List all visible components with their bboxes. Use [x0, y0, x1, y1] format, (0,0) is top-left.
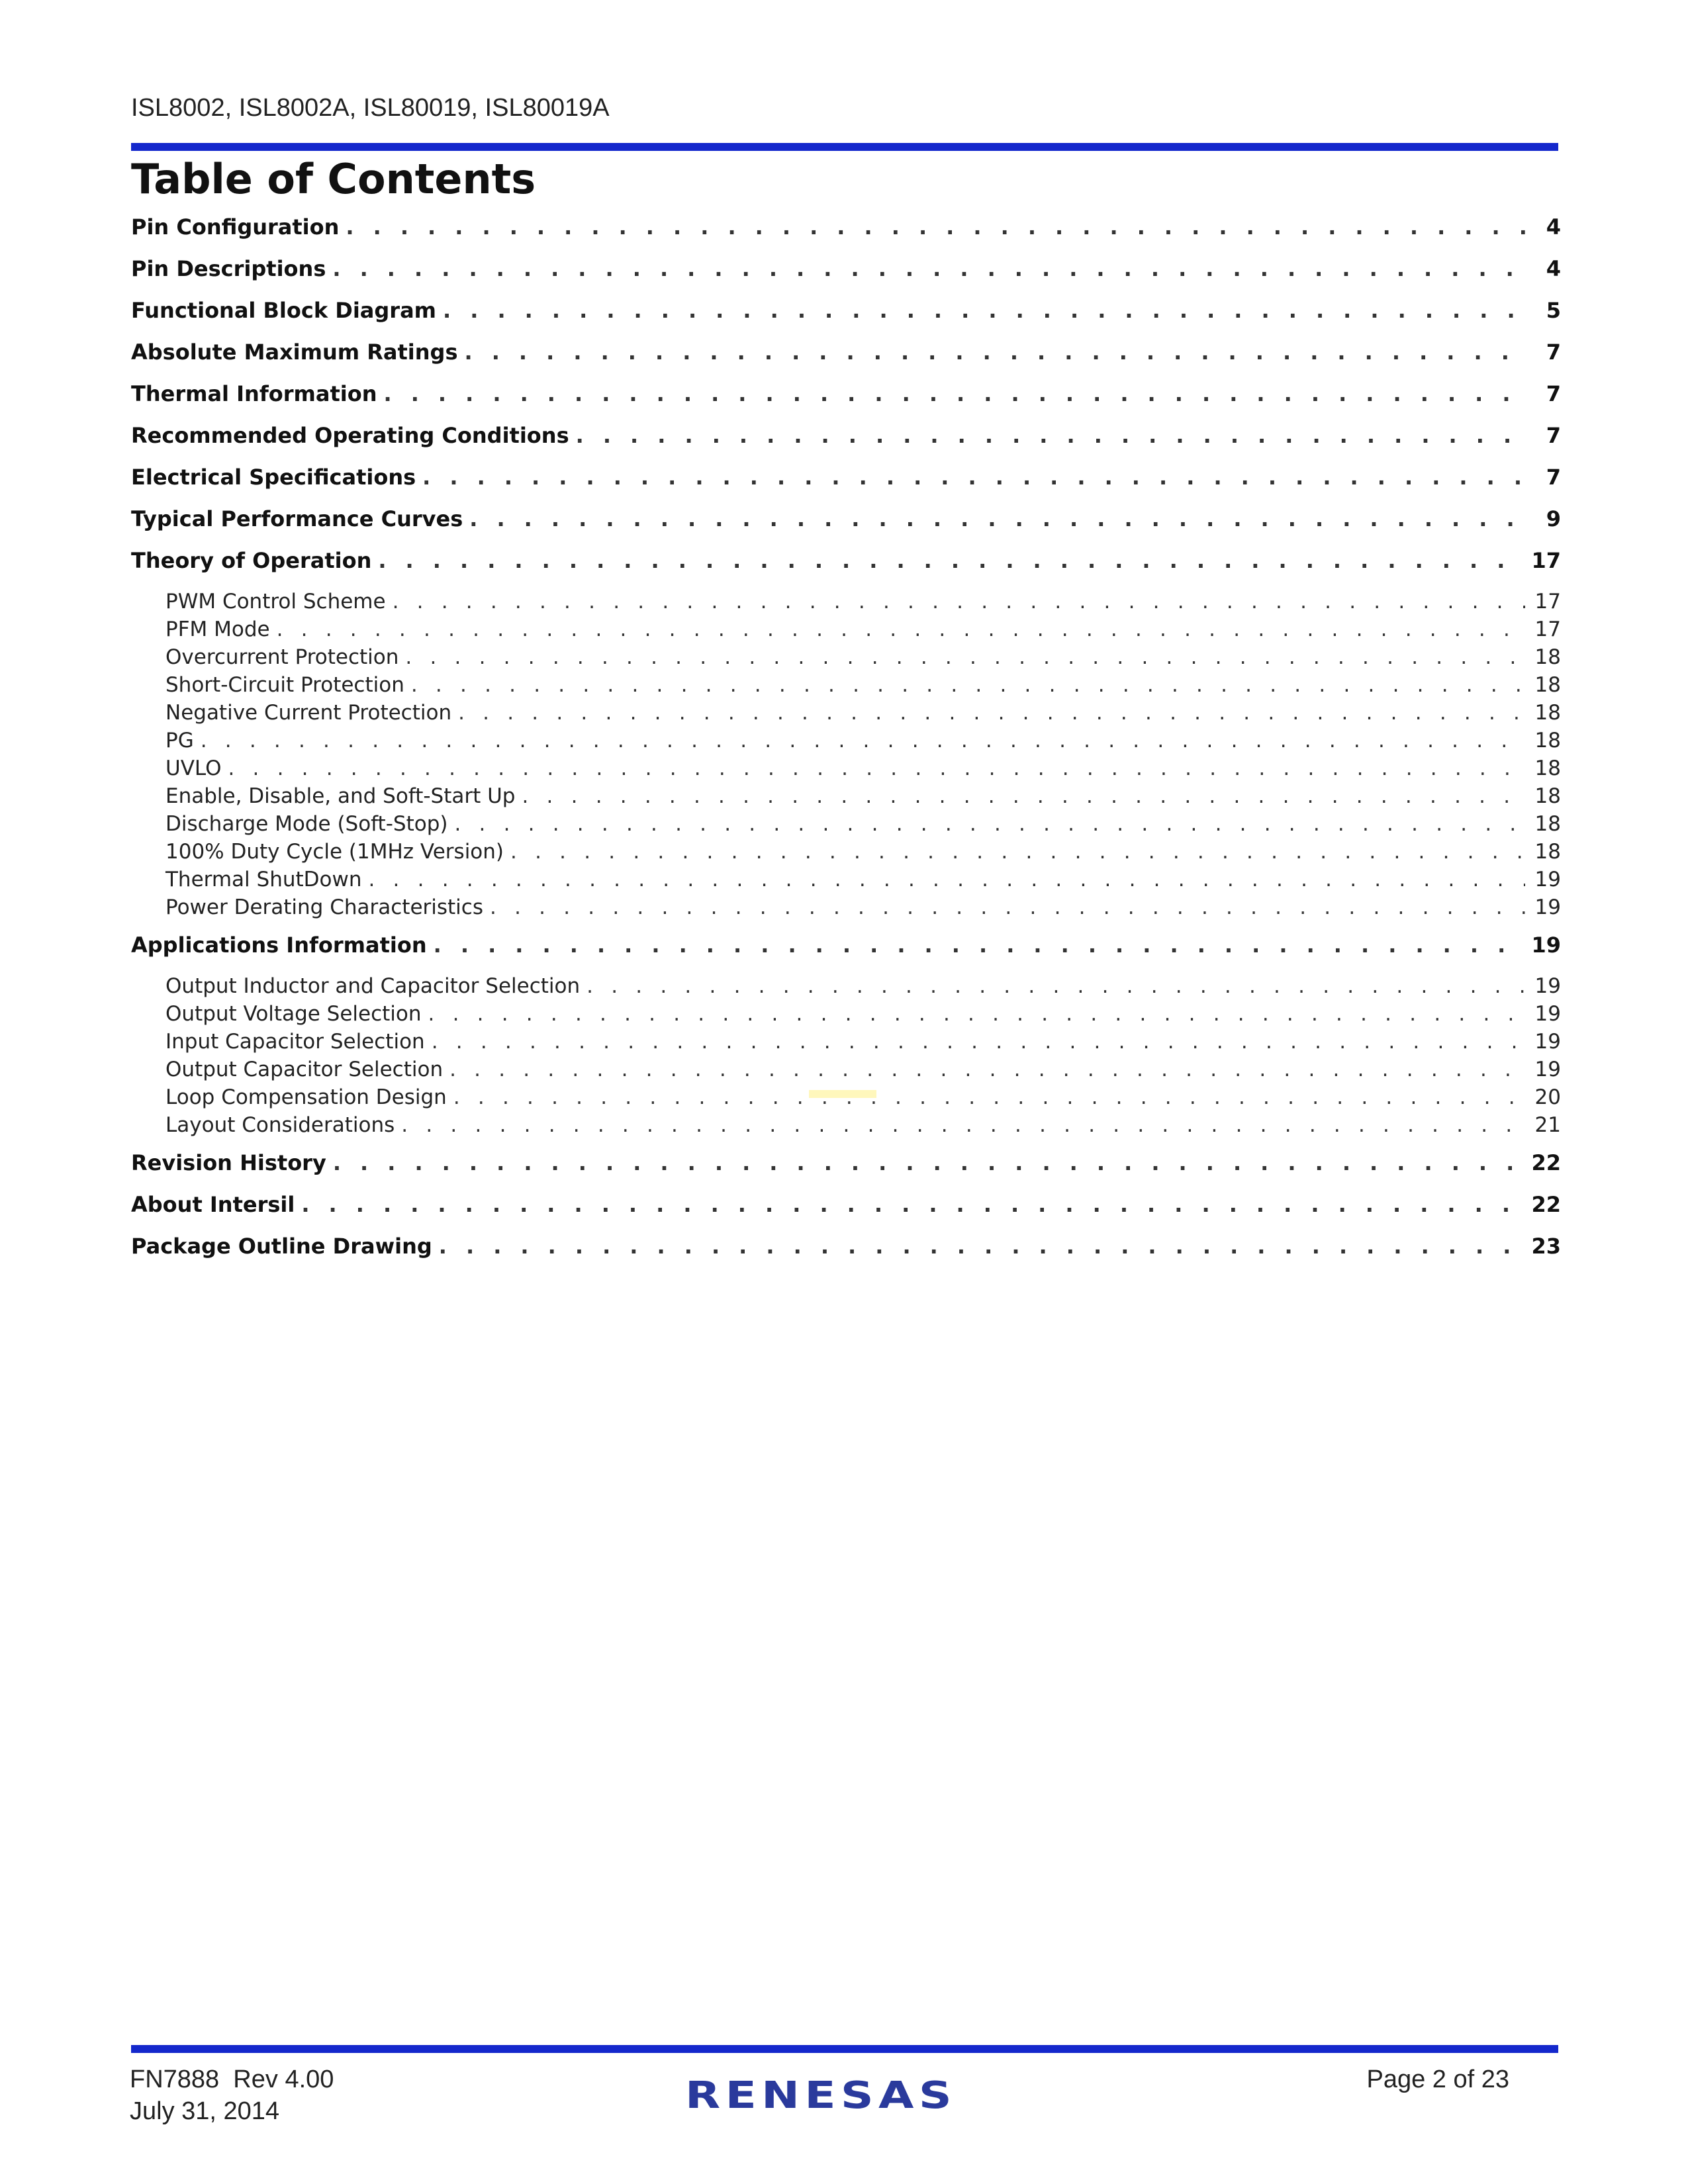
toc-entry-title: Recommended Operating Conditions	[131, 423, 569, 448]
dot-leader	[469, 506, 1525, 531]
toc-entry-page: 18	[1534, 812, 1561, 836]
toc-entry-page: 22	[1531, 1192, 1561, 1217]
toc-entry[interactable]	[131, 340, 1561, 381]
toc-entry-page: 9	[1546, 506, 1561, 531]
toc-subentry[interactable]	[131, 645, 1561, 673]
toc-entry-page: 7	[1546, 381, 1561, 406]
footer-rule	[131, 2045, 1558, 2053]
toc-entry-page: 23	[1531, 1234, 1561, 1259]
dot-leader	[393, 590, 1525, 614]
toc-subentry[interactable]	[131, 974, 1561, 1002]
toc-entry-page: 19	[1534, 974, 1561, 998]
toc-entry-page: 18	[1534, 673, 1561, 697]
toc-subentry[interactable]	[131, 895, 1561, 933]
toc-entry-page: 19	[1534, 868, 1561, 891]
toc-entry-page: 4	[1546, 214, 1561, 240]
toc-entry-title: Output Inductor and Capacitor Selection	[165, 974, 581, 998]
dot-leader	[228, 756, 1525, 780]
toc-entry[interactable]	[131, 933, 1561, 974]
toc-entry-page: 20	[1534, 1085, 1561, 1109]
footer-left	[130, 2064, 334, 2127]
toc-entry-title: Pin Descriptions	[131, 256, 326, 281]
dot-leader	[453, 1085, 1525, 1109]
toc-entry-page: 7	[1546, 340, 1561, 365]
toc-entry[interactable]	[131, 298, 1561, 340]
toc-entry-title: Applications Information	[131, 933, 427, 958]
doc-date: July 31, 2014	[130, 2097, 280, 2125]
toc-entry[interactable]	[131, 465, 1561, 506]
toc-subentry[interactable]	[131, 701, 1561, 729]
toc-entry-title: Thermal Information	[131, 381, 377, 406]
toc-entry-title: Discharge Mode (Soft-Stop)	[165, 812, 448, 836]
dot-leader	[434, 933, 1525, 958]
dot-leader	[422, 465, 1525, 490]
dot-leader	[464, 340, 1525, 365]
toc-entry-page: 17	[1534, 617, 1561, 641]
toc-entry-page: 19	[1531, 933, 1561, 958]
doc-revision: FN7888 Rev 4.00	[130, 2066, 334, 2093]
toc-entry-page: 18	[1534, 729, 1561, 752]
toc-entry-title: Output Voltage Selection	[165, 1002, 422, 1026]
toc-entry-page: 5	[1546, 298, 1561, 323]
toc-entry-page: 17	[1531, 548, 1561, 573]
dot-leader	[201, 729, 1525, 752]
toc-entry-title: Overcurrent Protection	[165, 645, 399, 669]
toc-entry-title: About Intersil	[131, 1192, 295, 1217]
dot-leader	[510, 840, 1525, 864]
toc-entry-page: 17	[1534, 590, 1561, 614]
toc-entry-title: Power Derating Characteristics	[165, 895, 483, 919]
dot-leader	[411, 673, 1525, 697]
toc-subentry[interactable]	[131, 812, 1561, 840]
dot-leader	[586, 974, 1525, 998]
toc-entry[interactable]	[131, 214, 1561, 256]
toc-entry[interactable]	[131, 1150, 1561, 1192]
toc-entry[interactable]	[131, 1234, 1561, 1275]
toc-subentry[interactable]	[131, 784, 1561, 812]
table-of-contents	[131, 214, 1561, 1275]
toc-entry[interactable]	[131, 423, 1561, 465]
dot-leader	[368, 868, 1525, 891]
toc-entry-title: Typical Performance Curves	[131, 506, 463, 531]
toc-entry-page: 22	[1531, 1150, 1561, 1175]
dot-leader	[346, 214, 1525, 240]
toc-entry-title: Absolute Maximum Ratings	[131, 340, 458, 365]
toc-entry-page: 19	[1534, 1058, 1561, 1081]
toc-entry-page: 21	[1534, 1113, 1561, 1137]
dot-leader	[522, 784, 1525, 808]
toc-entry-title: Output Capacitor Selection	[165, 1058, 444, 1081]
toc-subentry[interactable]	[131, 590, 1561, 617]
toc-entry[interactable]	[131, 506, 1561, 548]
toc-entry-title: Enable, Disable, and Soft-Start Up	[165, 784, 516, 808]
dot-leader	[454, 812, 1525, 836]
toc-entry[interactable]	[131, 548, 1561, 590]
toc-entry-title: Layout Considerations	[165, 1113, 395, 1137]
page-number: Page 2 of 23	[1366, 2066, 1509, 2093]
toc-entry-page: 18	[1534, 840, 1561, 864]
dot-leader	[277, 617, 1525, 641]
toc-entry-title: Pin Configuration	[131, 214, 340, 240]
toc-entry-page: 19	[1534, 1002, 1561, 1026]
renesas-logo-icon	[685, 2075, 963, 2115]
dot-leader	[439, 1234, 1525, 1259]
toc-subentry[interactable]	[131, 1113, 1561, 1150]
toc-entry-title: Loop Compensation Design	[165, 1085, 447, 1109]
dot-leader	[378, 548, 1524, 573]
toc-subentry[interactable]	[131, 1058, 1561, 1085]
toc-entry-title: Functional Block Diagram	[131, 298, 437, 323]
dot-leader	[490, 895, 1525, 919]
dot-leader	[383, 381, 1525, 406]
document-header-part-numbers: ISL8002, ISL8002A, ISL80019, ISL80019A	[131, 94, 610, 122]
toc-entry[interactable]	[131, 256, 1561, 298]
toc-entry-title: Input Capacitor Selection	[165, 1030, 425, 1054]
toc-entry-page: 7	[1546, 423, 1561, 448]
toc-subentry[interactable]	[131, 673, 1561, 701]
toc-entry-title: PFM Mode	[165, 617, 270, 641]
toc-entry-title: PG	[165, 729, 194, 752]
dot-leader	[401, 1113, 1525, 1137]
toc-entry-page: 18	[1534, 784, 1561, 808]
toc-entry-title: Short-Circuit Protection	[165, 673, 404, 697]
toc-entry-title: PWM Control Scheme	[165, 590, 386, 614]
toc-entry-title: Electrical Specifications	[131, 465, 416, 490]
toc-entry[interactable]	[131, 381, 1561, 423]
toc-entry-page: 4	[1546, 256, 1561, 281]
toc-entry-title: Thermal ShutDown	[165, 868, 362, 891]
toc-entry-title: 100% Duty Cycle (1MHz Version)	[165, 840, 504, 864]
dot-leader	[449, 1058, 1525, 1081]
toc-subentry[interactable]	[131, 729, 1561, 756]
dot-leader	[458, 701, 1525, 725]
toc-subentry[interactable]	[131, 756, 1561, 784]
toc-entry-page: 18	[1534, 701, 1561, 725]
dot-leader	[443, 298, 1525, 323]
dot-leader	[428, 1002, 1525, 1026]
renesas-logo	[685, 2075, 963, 2118]
toc-entry-title: Theory of Operation	[131, 548, 372, 573]
dot-leader	[576, 423, 1525, 448]
toc-entry-page: 18	[1534, 756, 1561, 780]
toc-entry-page: 7	[1546, 465, 1561, 490]
header-rule	[131, 143, 1558, 151]
toc-subentry[interactable]	[131, 1030, 1561, 1058]
toc-title: Table of Contents	[131, 155, 536, 203]
dot-leader	[332, 256, 1525, 281]
toc-entry-page: 19	[1534, 895, 1561, 919]
toc-entry-title: Negative Current Protection	[165, 701, 452, 725]
toc-subentry[interactable]	[131, 840, 1561, 868]
highlight-mark	[809, 1090, 876, 1098]
dot-leader	[432, 1030, 1525, 1054]
toc-entry-title: UVLO	[165, 756, 222, 780]
dot-leader	[301, 1192, 1524, 1217]
toc-subentry[interactable]	[131, 868, 1561, 895]
dot-leader	[333, 1150, 1525, 1175]
dot-leader	[405, 645, 1525, 669]
toc-subentry[interactable]	[131, 617, 1561, 645]
toc-entry-title: Revision History	[131, 1150, 326, 1175]
toc-subentry[interactable]	[131, 1002, 1561, 1030]
logo-text: RENESAS	[685, 2075, 957, 2115]
toc-entry-title: Package Outline Drawing	[131, 1234, 432, 1259]
toc-entry-page: 19	[1534, 1030, 1561, 1054]
toc-entry-page: 18	[1534, 645, 1561, 669]
toc-entry[interactable]	[131, 1192, 1561, 1234]
